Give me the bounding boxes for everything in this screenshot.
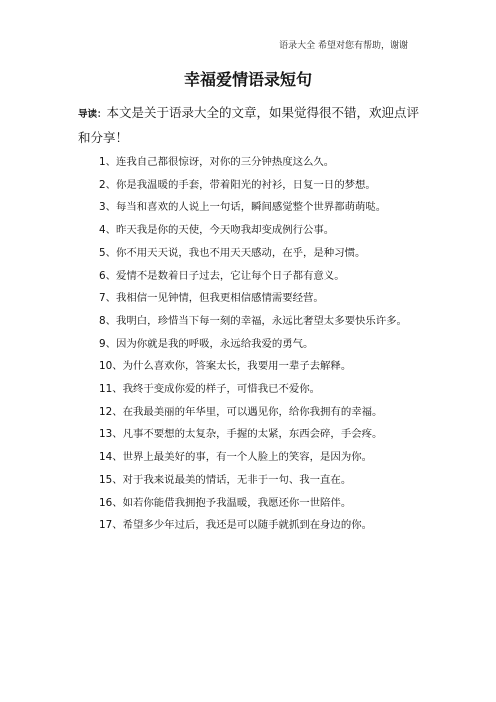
quote-item: 5、你不用天天说，我也不用天天感动，在乎，是种习惯。 [99, 246, 366, 259]
quote-item: 11、我终于变成你爱的样子，可惜我已不爱你。 [99, 383, 321, 396]
quote-item: 3、每当和喜欢的人说上一句话，瞬间感觉整个世界都萌萌哒。 [99, 201, 387, 214]
header-note: 语录大全 希望对您有帮助，谢谢 [279, 41, 408, 51]
quote-item: 16、如若你能借我拥抱予我温暖，我愿还你一世陪伴。 [99, 496, 352, 509]
quote-item: 1、连我自己都很惊讶，对你的三分钟热度这么久。 [99, 156, 335, 168]
intro-text: 本文是关于语录大全的文章，如果觉得很不错，欢迎点评和分享！ [78, 105, 420, 145]
quote-item: 6、爱情不是数着日子过去，它让每个日子都有意义。 [99, 269, 345, 282]
page-title: 幸福爱情语录短句 [183, 70, 312, 89]
quote-item: 7、我相信一见钟情，但我更相信感情需要经营。 [99, 292, 324, 305]
quote-item: 15、对于我来说最美的情话，无非于一句、我一直在。 [99, 473, 352, 486]
quote-item: 9、因为你就是我的呼吸，永远给我爱的勇气。 [99, 337, 314, 350]
quote-item: 13、凡事不要想的太复杂，手握的太紧，东西会碎，手会疼。 [99, 428, 383, 441]
quote-item: 2、你是我温暖的手套，带着阳光的衬衫，日复一日的梦想。 [99, 178, 376, 191]
quote-item: 12、在我最美丽的年华里，可以遇见你，给你我拥有的幸福。 [99, 405, 383, 418]
quote-item: 14、世界上最美好的事，有一个人脸上的笑容，是因为你。 [99, 451, 372, 464]
intro-label: 导读： [78, 109, 107, 120]
quote-list [78, 151, 430, 537]
quote-item: 10、为什么喜欢你，答案太长，我要用一辈子去解释。 [99, 360, 352, 373]
quote-item: 8、我明白，珍惜当下每一刻的幸福，永远比奢望太多要快乐许多。 [99, 314, 407, 327]
intro-paragraph [78, 101, 430, 149]
quote-item: 4、昨天我是你的天使，今天吻我却变成例行公事。 [99, 224, 335, 237]
quote-item: 17、希望多少年过后，我还是可以随手就抓到在身边的你。 [99, 519, 372, 532]
